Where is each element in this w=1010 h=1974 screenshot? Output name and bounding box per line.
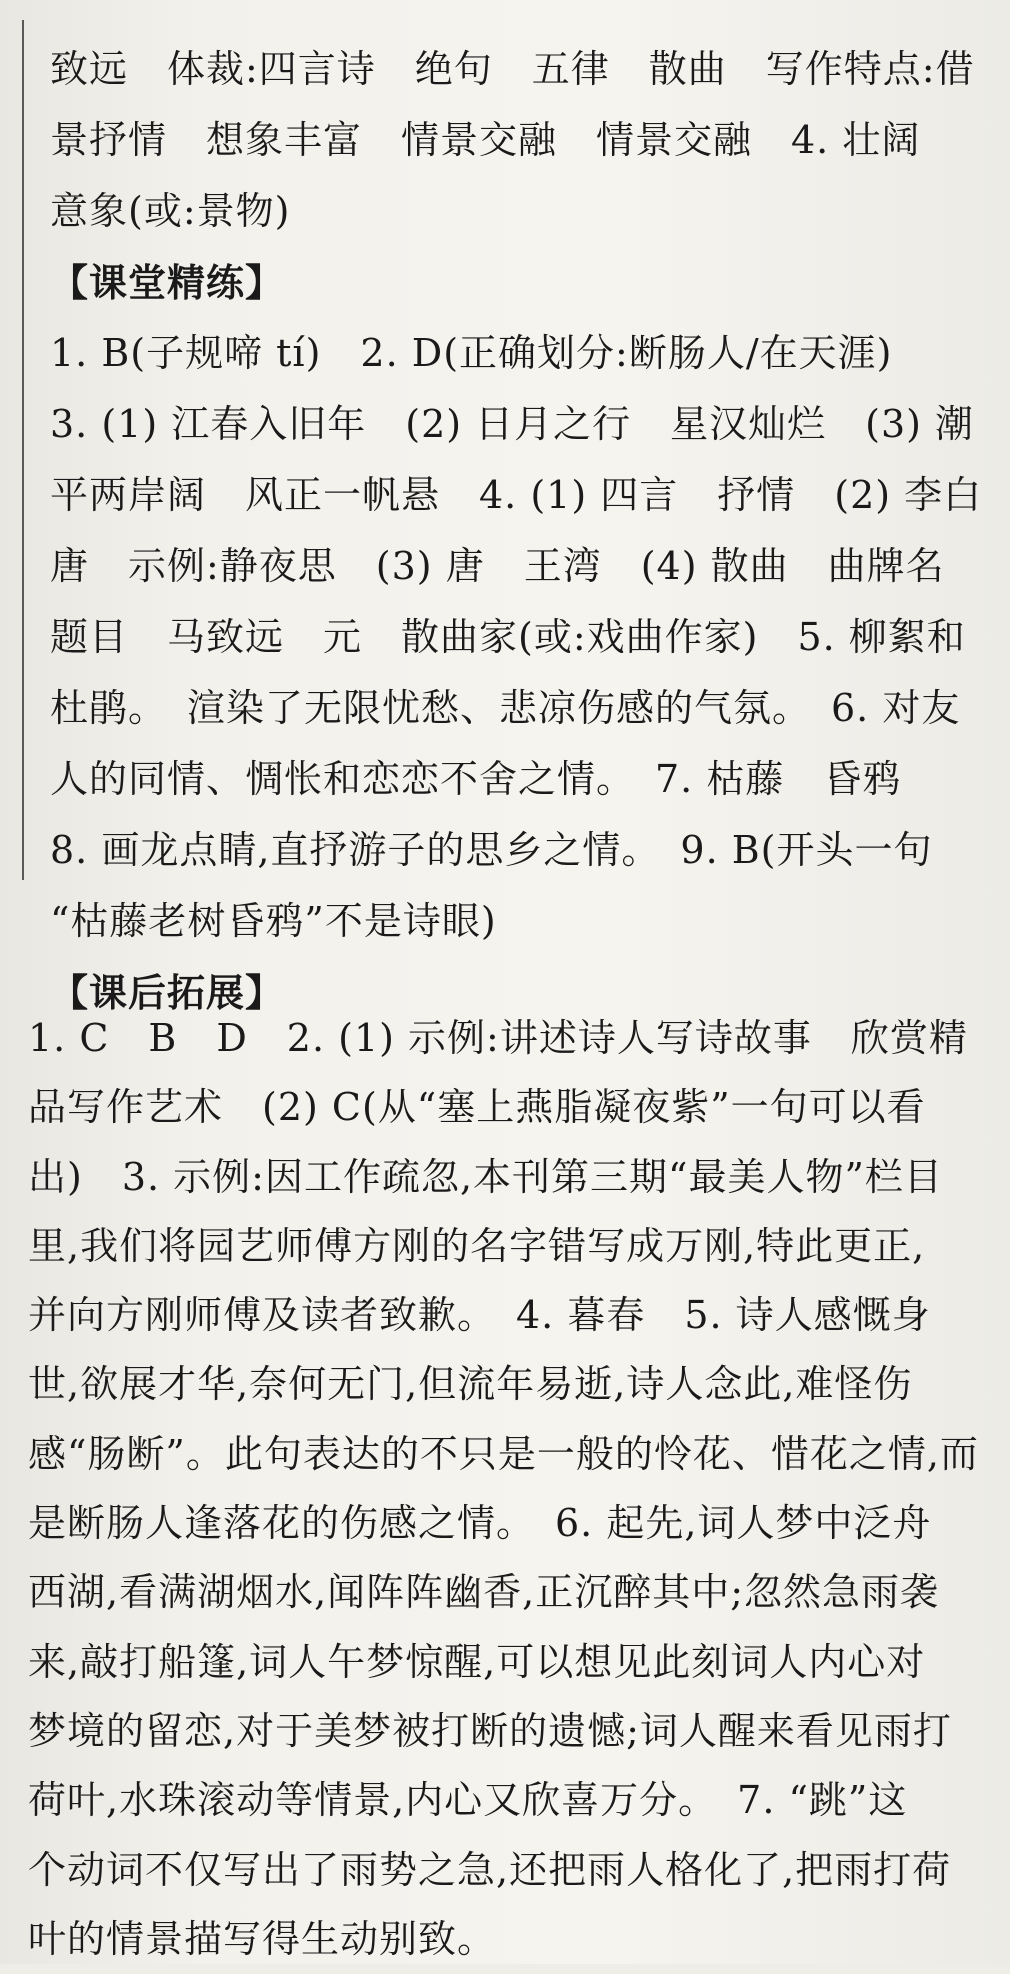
text-line: 致远 体裁:四言诗 绝句 五律 散曲 写作特点:借 <box>50 47 975 91</box>
text-line: 荷叶,水珠滚动等情景,内心又欣喜万分。 7. “跳”这 <box>28 1778 908 1823</box>
text-line: 西湖,看满湖烟水,闻阵阵幽香,正沉醉其中;忽然急雨袭 <box>28 1570 940 1615</box>
text-line: 1. B(子规啼 tí) 2. D(正确划分:断肠人/在天涯) <box>50 331 893 375</box>
text-line: 意象(或:景物) <box>50 189 291 233</box>
text-line: 1. C B D 2. (1) 示例:讲述诗人写诗故事 欣赏精 <box>28 1016 968 1060</box>
section-heading-after-class: 【课后拓展】 <box>50 970 285 1015</box>
answer-block-lower <box>28 1004 988 1974</box>
text-line: 并向方刚师傅及读者致歉。 4. 暮春 5. 诗人感慨身 <box>28 1293 931 1338</box>
text-line: 个动词不仅写出了雨势之急,还把雨人格化了,把雨打荷 <box>28 1847 952 1892</box>
text-line: 平两岸阔 风正一帆悬 4. (1) 四言 抒情 (2) 李白 <box>50 473 983 517</box>
text-line: 世,欲展才华,奈何无门,但流年易逝,诗人念此,难怪伤 <box>28 1362 913 1407</box>
text-line: 人的同情、惆怅和恋恋不舍之情。 7. 枯藤 昏鸦 <box>50 757 902 801</box>
text-line: 叶的情景描写得生动别致。 <box>28 1916 497 1961</box>
margin-rule <box>22 20 24 880</box>
section-heading-classroom-practice: 【课堂精练】 <box>50 260 285 305</box>
text-line: 梦境的留恋,对于美梦被打断的遗憾;词人醒来看见雨打 <box>28 1708 952 1753</box>
text-line: 题目 马致远 元 散曲家(或:戏曲作家) 5. 柳絮和 <box>50 615 966 659</box>
text-line: 出) 3. 示例:因工作疏忽,本刊第三期“最美人物”栏目 <box>28 1154 943 1199</box>
text-line: 3. (1) 江春入旧年 (2) 日月之行 星汉灿烂 (3) 潮 <box>50 402 975 446</box>
text-line: 来,敲打船篷,词人午梦惊醒,可以想见此刻词人内心对 <box>28 1639 926 1684</box>
text-line: “枯藤老树昏鸦”不是诗眼) <box>50 899 497 943</box>
text-line: 里,我们将园艺师傅方刚的名字错写成万刚,特此更正, <box>28 1223 926 1268</box>
text-line: 是断肠人逢落花的伤感之情。 6. 起先,词人梦中泛舟 <box>28 1501 932 1546</box>
text-line: 杜鹃。 渲染了无限忧愁、悲凉伤感的气氛。 6. 对友 <box>50 686 961 730</box>
text-line: 8. 画龙点睛,直抒游子的思乡之情。 9. B(开头一句 <box>50 828 933 872</box>
text-line: 品写作艺术 (2) C(从“塞上燕脂凝夜紫”一句可以看 <box>28 1085 926 1130</box>
text-line: 感“肠断”。此句表达的不只是一般的怜花、惜花之情,而 <box>28 1431 979 1476</box>
text-line: 景抒情 想象丰富 情景交融 情景交融 4. 壮阔 <box>50 118 921 162</box>
answer-block-upper <box>50 34 985 1028</box>
text-line: 唐 示例:静夜思 (3) 唐 王湾 (4) 散曲 曲牌名 <box>50 544 945 588</box>
